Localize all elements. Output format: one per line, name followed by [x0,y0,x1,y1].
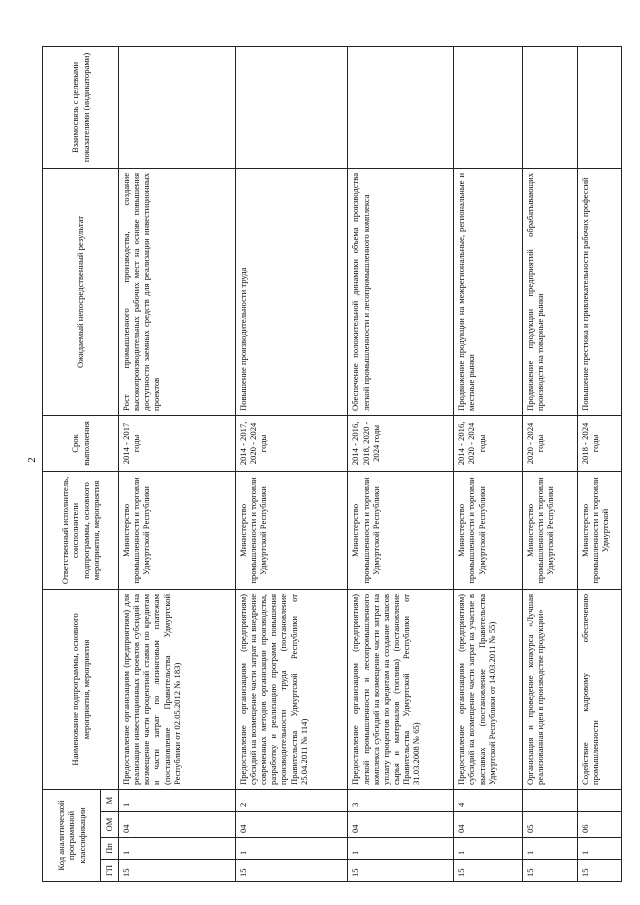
cell-link [454,46,522,168]
cell-gp: 15 [454,860,522,882]
cell-om: 04 [348,812,454,838]
cell-om: 05 [522,812,577,838]
cell-m: 3 [348,789,454,811]
program-table [42,46,622,882]
cell-executor: Министерство промышленности и торговли Удмуртской [577,471,621,589]
cell-result: Продвижение продукции предприятий обрабатывающих производств на товарные рынки [522,168,577,415]
cell-m: 4 [454,789,522,811]
cell-link [522,46,577,168]
table-row [119,46,236,881]
cell-term: 2014 - 2016, 2018, 2020 - 2024 годы [348,415,454,471]
header-term: Срок выполнения [43,415,119,471]
header-m: М [101,789,119,811]
cell-result: Обеспечение положительной динамики объема производства легкой промышленности и лесопромышленного комплекса [348,168,454,415]
header-name: Наименование подпрограммы, основного мероприятия, мероприятия [43,589,119,789]
table-row [235,46,348,881]
cell-om: 04 [119,812,236,838]
cell-term: 2020 - 2024 годы [522,415,577,471]
cell-name: Предоставление организациям (предприятиям) легкой промышленности и лесопромышленного комплекса субсидий на возмещение части затрат на уплату процентов по кредитам на создание запасов сырья и материалов (топлива) (постановление Правительства Удмуртской Республики от 31.03.2008 № 65) [348,589,454,789]
cell-name: Предоставление организациям (предприятиям) субсидий на возмещение части затрат на участие в выставках (постановление Правительства Удмуртской Республики от 14.03.2011 № 55) [454,589,522,789]
cell-name: Предоставление организациям (предприятиям) субсидий на возмещение части затрат на внедрение современных методов организации производства, разработку и реализацию программ повышения производительности труда (постановление Правительства Удмуртской Республики от 25.04.2011 № 114) [235,589,348,789]
cell-name: Организация и проведение конкурса «Лучшая реализованная идея в производстве продукции» [522,589,577,789]
cell-pp: 1 [235,838,348,860]
cell-m: 2 [235,789,348,811]
header-om: ОМ [101,812,119,838]
cell-link [348,46,454,168]
cell-term: 2018 - 2024 годы [577,415,621,471]
cell-link [119,46,236,168]
cell-executor: Министерство промышленности и торговли Удмуртской Республики [454,471,522,589]
header-result: Ожидаемый непосредственный результат [43,168,119,415]
cell-gp: 15 [119,860,236,882]
table-row [454,46,522,881]
table-row [577,46,621,881]
cell-m [522,789,577,811]
header-gp: ГП [101,860,119,882]
cell-name: Содействие кадровому обеспечению промышленности [577,589,621,789]
cell-link [235,46,348,168]
cell-pp: 1 [119,838,236,860]
header-code: Код аналитической программной классификации [43,789,101,881]
cell-m [577,789,621,811]
cell-name: Предоставление организациям (предприятиям) для реализации инвестиционных проектов субсидий на возмещение части процентной ставки по кредитам и части затрат по лизинговым платежам (постановление Правительства Удмуртской Республики от 02.05.2012 № 183) [119,589,236,789]
cell-om: 04 [235,812,348,838]
cell-term: 2014 - 2017, 2020 - 2024 годы [235,415,348,471]
header-executor: Ответственный исполнитель, соисполнители подпрограммы, основного мероприятия, мероприятия [43,471,119,589]
cell-result: Рост промышленного производства, создание высокопроизводительных рабочих мест на основе повышения доступности заемных средств для реализации инвестиционных проектов [119,168,236,415]
cell-term: 2014 - 2016, 2020 - 2024 годы [454,415,522,471]
header-link: Взаимосвязь с целевыми показателями (индикаторами) [43,46,119,168]
cell-om: 06 [577,812,621,838]
table-row [522,46,577,881]
rotated-table-container [42,47,622,882]
cell-result: Продвижение продукции на межрегиональные, региональные и местные рынки [454,168,522,415]
cell-m: 1 [119,789,236,811]
cell-executor: Министерство промышленности и торговли Удмуртской Республики [235,471,348,589]
header-pp: Пп [101,838,119,860]
page-number: 2 [25,457,38,463]
cell-gp: 15 [348,860,454,882]
cell-executor: Министерство промышленности и торговли Удмуртской Республики [348,471,454,589]
cell-executor: Министерство промышленности и торговли Удмуртской Республики [119,471,236,589]
cell-pp: 1 [577,838,621,860]
cell-pp: 1 [522,838,577,860]
table-row [348,46,454,881]
cell-result: Повышение престижа и привлекательности рабочих профессий [577,168,621,415]
cell-gp: 15 [577,860,621,882]
cell-executor: Министерство промышленности и торговли Удмуртской Республики [522,471,577,589]
cell-pp: 1 [348,838,454,860]
cell-pp: 1 [454,838,522,860]
cell-result: Повышение производительности труда [235,168,348,415]
cell-link [577,46,621,168]
cell-gp: 15 [235,860,348,882]
cell-term: 2014 - 2017 годы [119,415,236,471]
cell-gp: 15 [522,860,577,882]
cell-om: 04 [454,812,522,838]
